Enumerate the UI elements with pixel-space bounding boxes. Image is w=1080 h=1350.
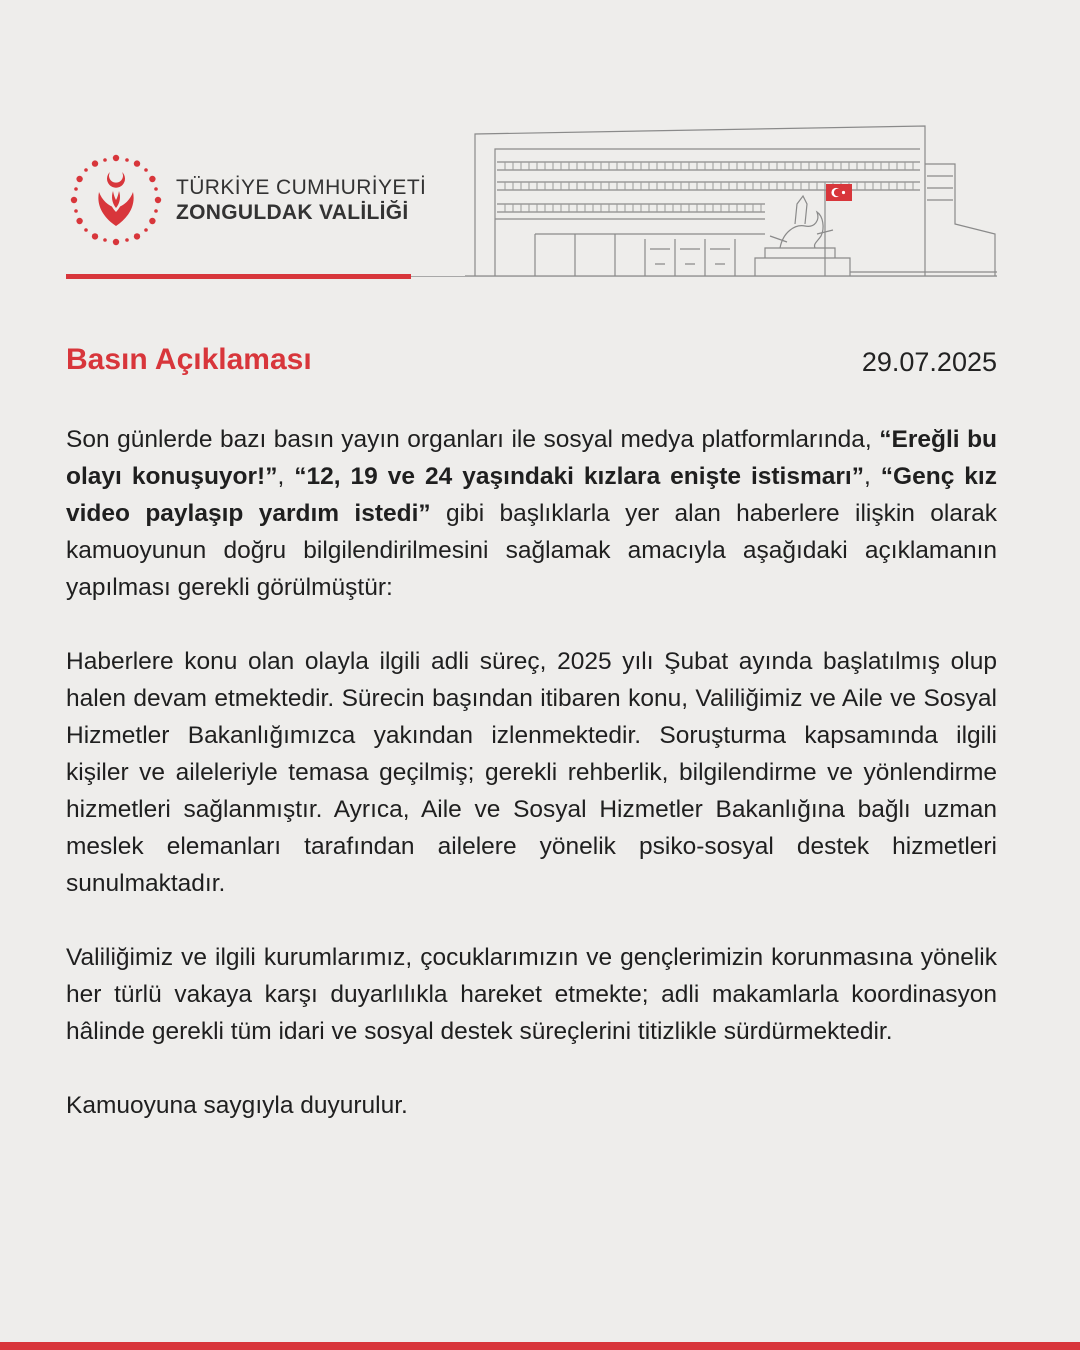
p1-headline-1: “Ereğli bu olayı konuşuyor!” <box>66 426 998 490</box>
footer-accent-bar <box>0 1342 1080 1350</box>
p1-intro: Son günlerde bazı basın yayın organları ile sosyal medya platformlarında, <box>66 426 872 453</box>
government-building-icon <box>465 124 997 292</box>
release-date: 29.07.2025 <box>861 347 997 377</box>
paragraph-1 <box>66 421 997 606</box>
press-release-body <box>66 421 997 1161</box>
p1-rest: gibi başlıklarla yer alan haberlere ilişkin olarak kamuoyunun doğru bilgilendirilmesini sağlamak amacıyla aşağıdaki açıklamanın yapılması gerekli görülmüştür: <box>66 500 997 601</box>
paragraph-2: Haberlere konu olan olayla ilgili adli süreç, 2025 yılı Şubat ayında başlatılmış olup halen devam etmektedir. Sürecin başından itibaren konu, Valiliğimiz ve Aile ve Sosyal Hizmetler Bakanlığımızca yakından izlenmektedir. Soruşturma kapsamında ilgili kişiler ve aileleriyle temasa geçilmiş; gerekli rehberlik, bilgilendirme ve yönlendirme hizmetleri sağlanmıştır. Ayrıca, Aile ve Sosyal Hizmetler Bakanlığına bağlı uzman meslek elemanları tarafından ailelere yönelik psiko-sosyal destek hizmetleri sunulmaktadır. <box>66 648 997 897</box>
governorship-emblem-icon <box>66 150 166 250</box>
org-name-line2: ZONGULDAK VALİLİĞİ <box>176 201 409 224</box>
paragraph-3: Valiliğimiz ve ilgili kurumlarımız, çocuklarımızın ve gençlerimizin korunmasına yönelik her türlü vakaya karşı duyarlılıkla hareket etmekte; adli makamlarla koordinasyon hâlinde gerekli tüm idari ve sosyal destek süreçlerini titizlikle sürdürmektedir. <box>66 944 997 1045</box>
p1-headline-3: “Genç kız video paylaşıp yardım istedi” <box>66 463 997 527</box>
org-name-line1: TÜRKİYE CUMHURİYETİ <box>176 176 427 199</box>
turkish-flag-icon <box>826 184 852 201</box>
p1-separator-2: , <box>864 463 871 490</box>
p1-separator-1: , <box>277 463 285 490</box>
organization-name <box>176 176 426 226</box>
p1-headline-2: “12, 19 ve 24 yaşındaki kızlara enişte istismarı” <box>294 463 864 490</box>
header-divider <box>411 276 997 277</box>
paragraph-4: Kamuoyuna saygıyla duyurulur. <box>66 1092 408 1119</box>
page-title: Basın Açıklaması <box>66 343 312 376</box>
header-accent-rule <box>66 274 411 279</box>
